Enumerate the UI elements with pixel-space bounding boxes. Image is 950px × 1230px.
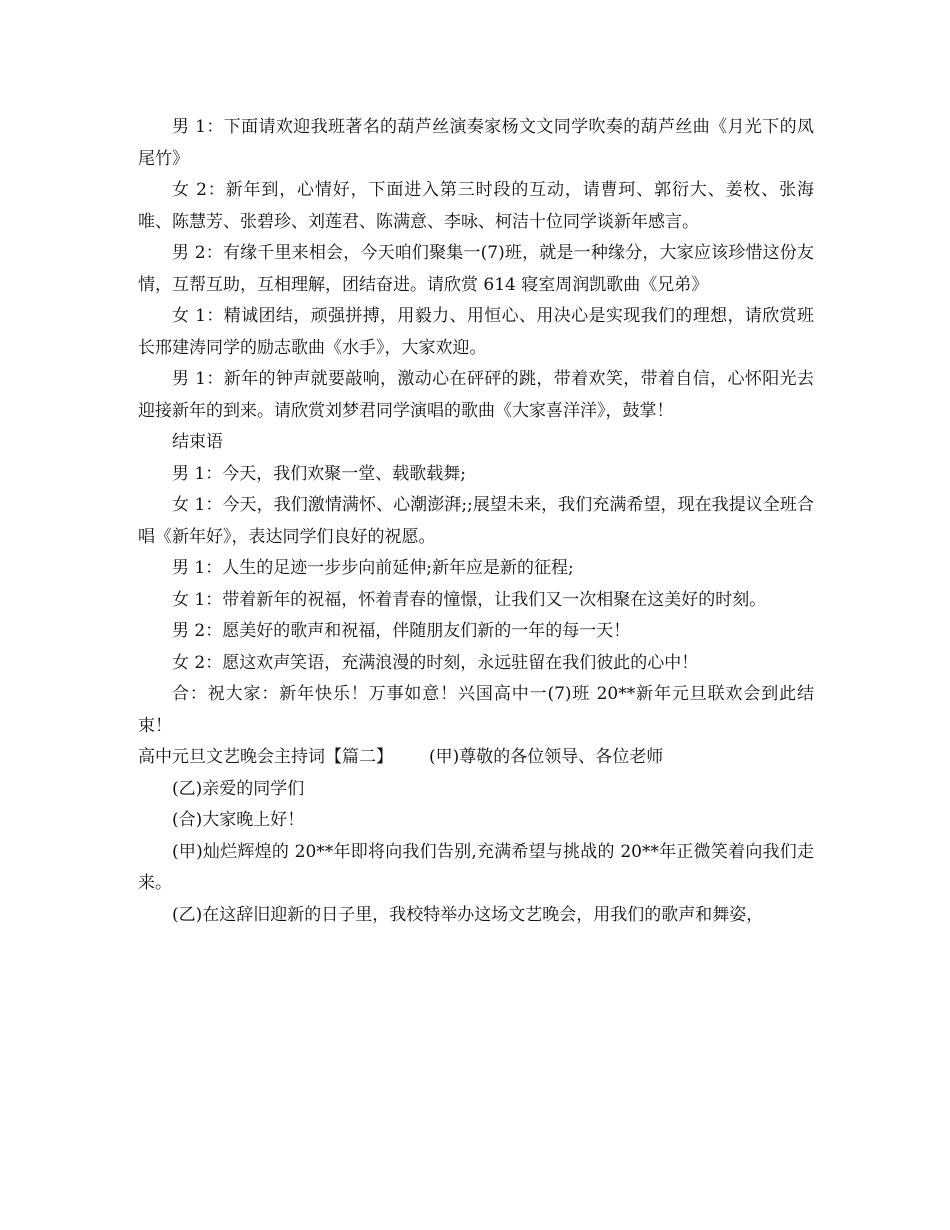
document-page [138,112,814,931]
section-2-paragraph-4: (乙)在这辞旧迎新的日子里，我校特举办这场文艺晚会，用我们的歌声和舞姿， [172,904,764,925]
paragraph-8: 女 1：今天，我们激情满怀、心潮澎湃;;展望未来，我们充满希望，现在我提议全班合唱《新年好》，表达同学们良好的祝愿。 [138,495,814,547]
paragraph-1: 男 1：下面请欢迎我班著名的葫芦丝演奏家杨文文同学吹奏的葫芦丝曲《月光下的凤尾竹》 [138,117,814,169]
paragraph-3: 男 2：有缘千里来相会，今天咱们聚集一(7)班，就是一种缘分，大家应该珍惜这份友情，互帮互助，互相理解，团结奋进。请欣赏 614 寝室周润凯歌曲《兄弟》 [138,243,814,295]
section-2-first-line: (甲)尊敬的各位领导、各位老师 [429,747,664,767]
paragraph-5: 男 1：新年的钟声就要敲响，激动心在砰砰的跳，带着欢笑，带着自信，心怀阳光去迎接新年的到来。请欣赏刘梦君同学演唱的歌曲《大家喜洋洋》，鼓掌！ [138,369,814,421]
paragraph-12: 女 2：愿这欢声笑语，充满浪漫的时刻，永远驻留在我们彼此的心中！ [172,652,699,673]
paragraph-9: 男 1：人生的足迹一步步向前延伸;新年应是新的征程; [172,558,574,578]
paragraph-10: 女 1：带着新年的祝福，怀着青春的憧憬，让我们又一次相聚在这美好的时刻。 [172,589,767,610]
paragraph-7: 男 1：今天，我们欢聚一堂、载歌载舞; [172,463,466,484]
paragraph-11: 男 2：愿美好的歌声和祝福，伴随朋友们新的一年的每一天！ [172,621,631,641]
section-2-paragraph-2: (合)大家晚上好！ [172,810,305,830]
section-2-paragraph-1: (乙)亲爱的同学们 [172,778,305,799]
section-2-paragraph-3: (甲)灿烂辉煌的 20**年即将向我们告别,充满希望与挑战的 20**年正微笑着向我们走来。 [138,841,814,893]
paragraph-2: 女 2：新年到，心情好，下面进入第三时段的互动，请曹珂、郭衍大、姜枚、张海唯、陈慧芳、张碧珍、刘莲君、陈满意、李咏、柯洁十位同学谈新年感言。 [138,180,814,232]
closing-heading: 结束语 [172,432,223,452]
paragraph-13: 合：祝大家：新年快乐！万事如意！兴国高中一(7)班 20**新年元旦联欢会到此结束！ [138,684,814,736]
paragraph-4: 女 1：精诚团结，顽强拼搏，用毅力、用恒心、用决心是实现我们的理想，请欣赏班长邢建涛同学的励志歌曲《水手》，大家欢迎。 [138,306,814,358]
section-2-title-line [138,742,814,774]
section-2-heading: 高中元旦文艺晚会主持词【篇二】 [138,747,393,767]
